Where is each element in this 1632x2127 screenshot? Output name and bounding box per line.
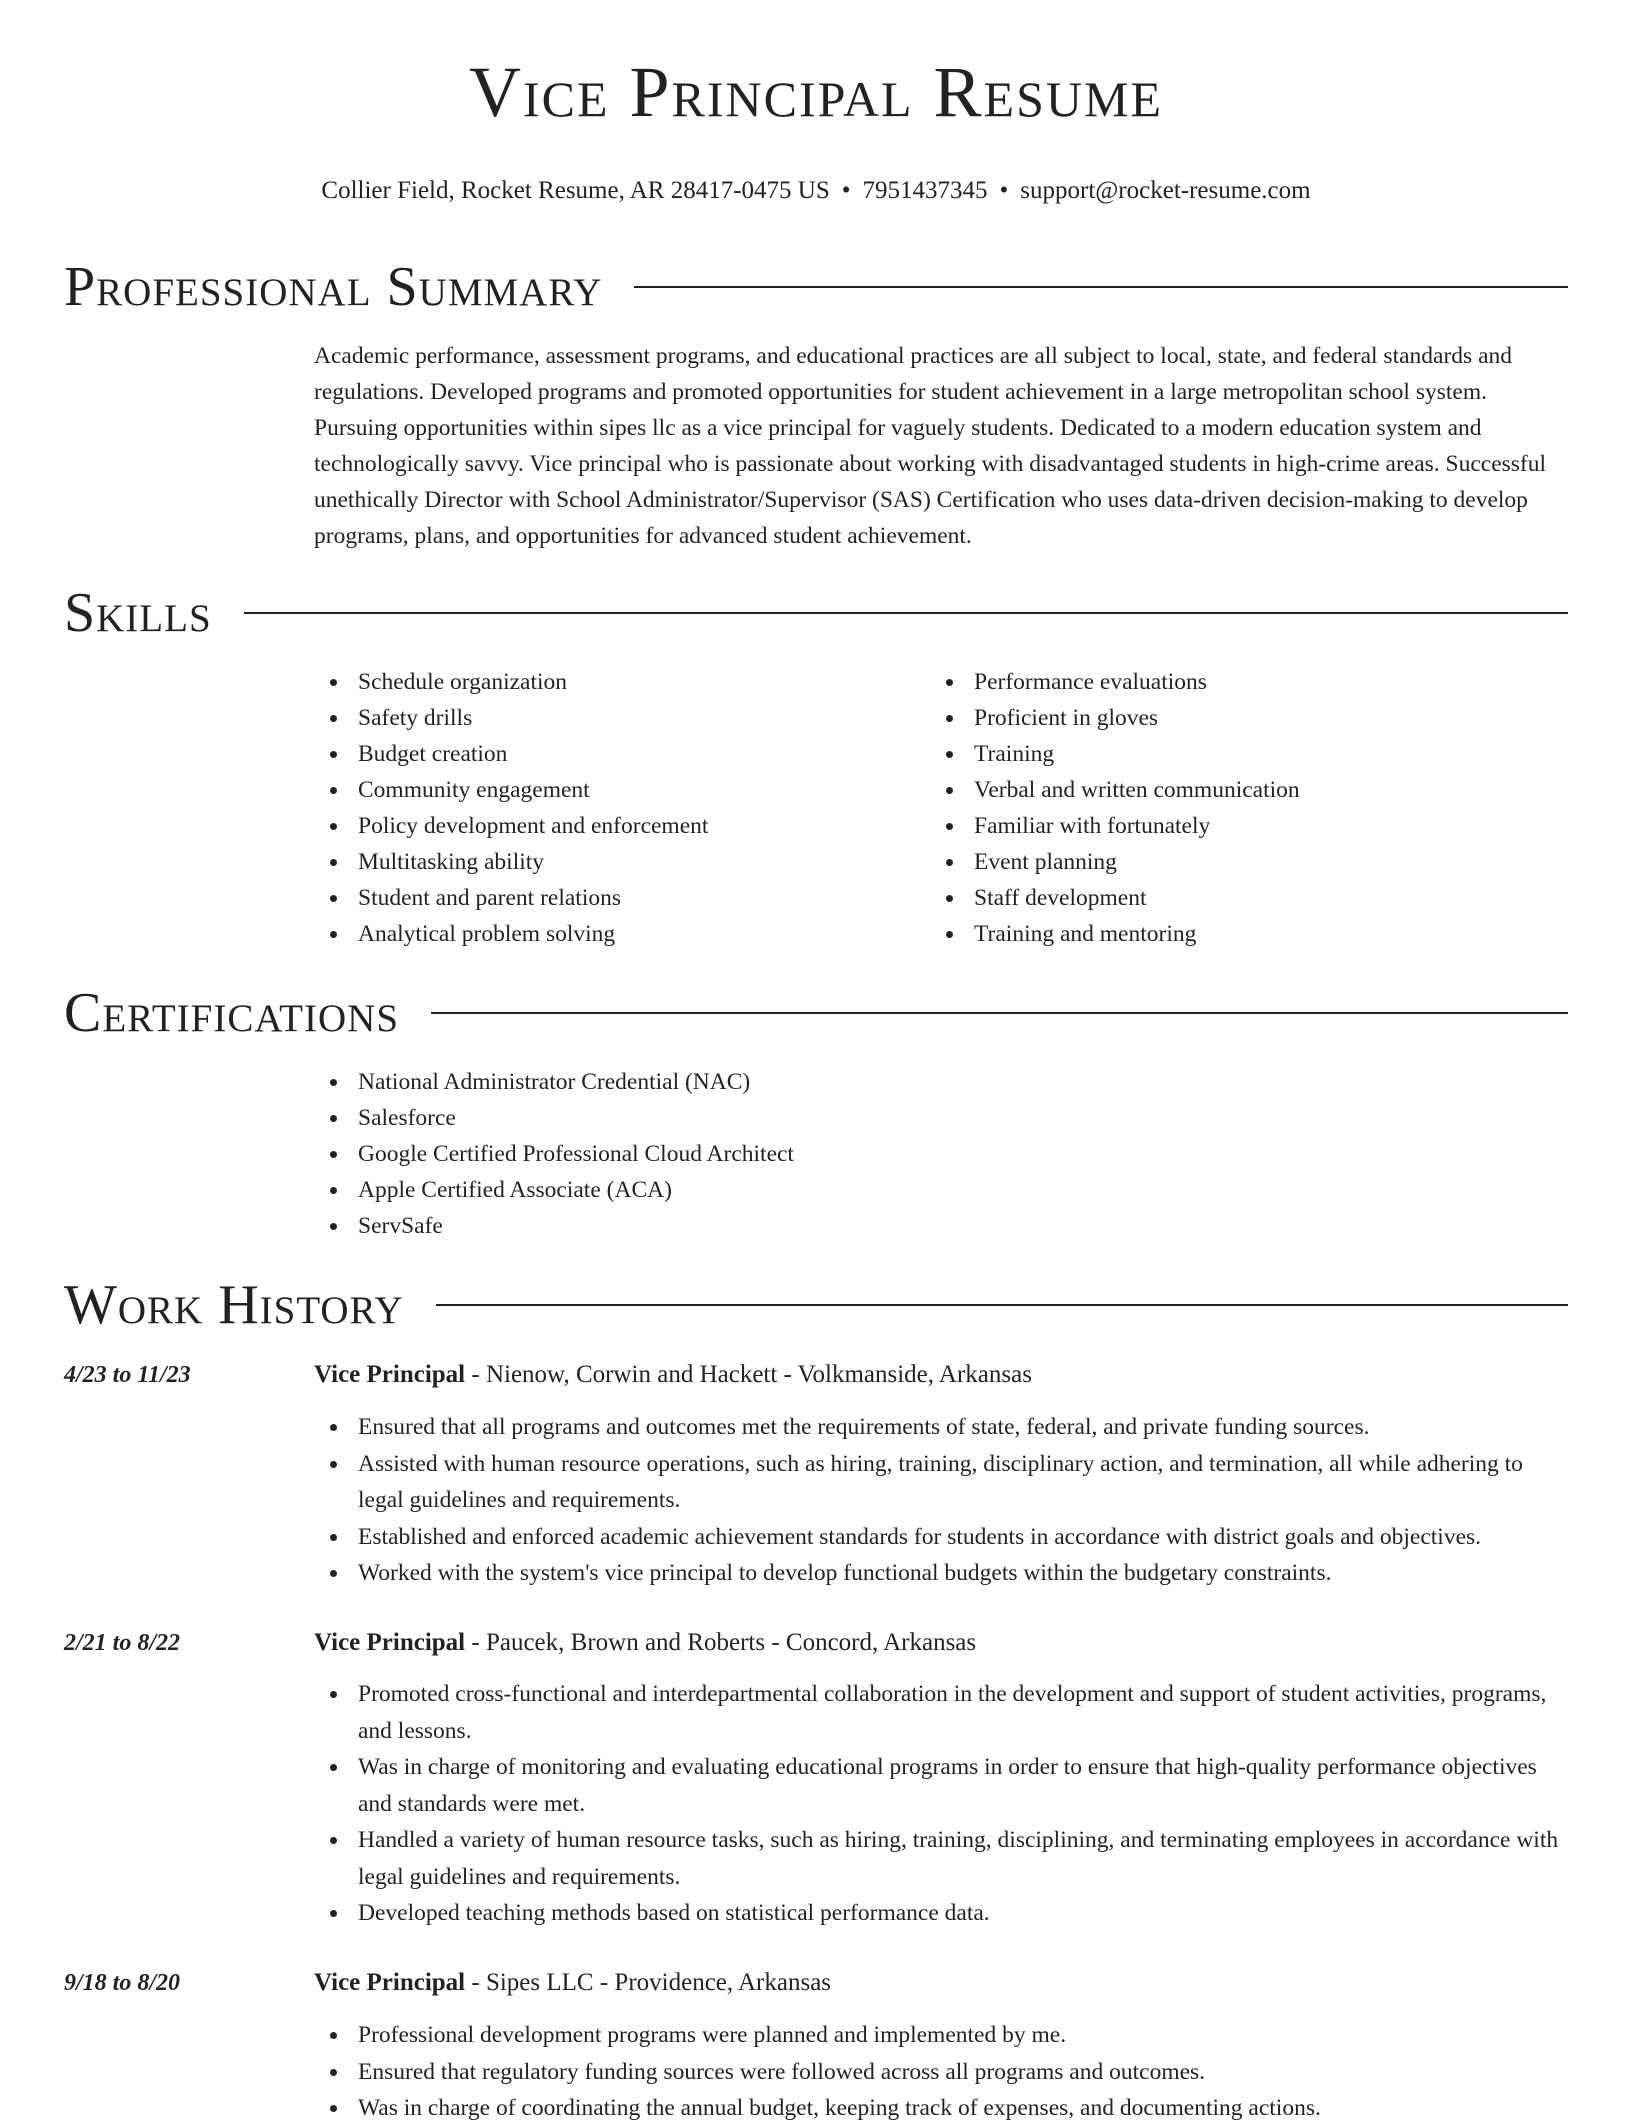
job-bullet: Was in charge of monitoring and evaluating educational programs in order to ensure that high-quality performance objectives and standards were met. (314, 1749, 1568, 1822)
job-employer: - Paucek, Brown and Roberts - Concord, Arkansas (465, 1629, 977, 1656)
summary-heading: Professional Summary (64, 256, 603, 318)
job-bullet: Was in charge of coordinating the annual budget, keeping track of expenses, and documenting actions. (314, 2090, 1568, 2127)
job-title (314, 1357, 1568, 1393)
skills-section-header (64, 578, 1568, 648)
skill-item: Policy development and enforcement (314, 808, 914, 844)
job-bullet-list (314, 1676, 1568, 1932)
job-dates: 2/21 to 8/22 (64, 1630, 181, 1656)
contact-phone: 7951437345 (862, 177, 988, 204)
job-bullet: Developed teaching methods based on statistical performance data. (314, 1895, 1568, 1932)
job-bullet: Established and enforced academic achievement standards for students in accordance with district goals and objectives. (314, 1519, 1568, 1556)
certifications-section-header (64, 978, 1568, 1048)
section-divider (634, 286, 1568, 288)
job-role: Vice Principal (314, 1629, 466, 1656)
certifications-heading: Certifications (64, 982, 400, 1044)
job-bullet: Promoted cross-functional and interdepartmental collaboration in the development and support of student activities, programs, and lessons. (314, 1676, 1568, 1749)
skill-item: Familiar with fortunately (930, 808, 1550, 844)
job-bullet: Assisted with human resource operations, such as hiring, training, disciplinary action, and termination, all while adhering to legal guidelines and requirements. (314, 1446, 1568, 1519)
job-title (314, 1625, 1568, 1661)
certifications-list (314, 1064, 1314, 1244)
work-section-header (64, 1270, 1568, 1340)
contact-email: support@rocket-resume.com (1020, 177, 1311, 204)
job-employer: - Sipes LLC - Providence, Arkansas (465, 1969, 832, 1996)
skills-list-right (930, 664, 1550, 952)
job-bullet: Professional development programs were planned and implemented by me. (314, 2017, 1568, 2054)
skills-heading: Skills (64, 582, 212, 644)
job-dates: 9/18 to 8/20 (64, 1970, 181, 1996)
skill-item: Multitasking ability (314, 844, 914, 880)
job-role: Vice Principal (314, 1969, 466, 1996)
skill-item: Analytical problem solving (314, 916, 914, 952)
job-role: Vice Principal (314, 1361, 466, 1388)
section-divider (436, 1304, 1568, 1306)
certification-item: National Administrator Credential (NAC) (314, 1064, 1314, 1100)
skill-item: Training (930, 736, 1550, 772)
skill-item: Training and mentoring (930, 916, 1550, 952)
certification-item: Salesforce (314, 1100, 1314, 1136)
section-divider (244, 612, 1568, 614)
job-bullet: Ensured that all programs and outcomes met the requirements of state, federal, and private funding sources. (314, 1409, 1568, 1446)
certification-item: Apple Certified Associate (ACA) (314, 1172, 1314, 1208)
contact-address: Collier Field, Rocket Resume, AR 28417-0475 US (321, 177, 830, 204)
skill-item: Proficient in gloves (930, 700, 1550, 736)
summary-section-header (64, 252, 1568, 322)
skill-item: Budget creation (314, 736, 914, 772)
skill-item: Performance evaluations (930, 664, 1550, 700)
job-dates: 4/23 to 11/23 (64, 1362, 191, 1388)
summary-text: Academic performance, assessment programs, and educational practices are all subject to local, state, and federal standards and regulations. Developed programs and promoted opportunities for student achievement in a large metropolitan school system. Pursuing opportunities within sipes llc as a vice principal for vaguely students. Dedicated to a modern education system and technologically savvy. Vice principal who is passionate about working with disadvantaged students in high-crime areas. Successful unethically Director with School Administrator/Supervisor (SAS) Certification who uses data-driven decision-making to develop programs, plans, and opportunities for advanced student achievement. (314, 343, 1547, 549)
skills-list-left (314, 664, 914, 952)
contact-separator: • (999, 177, 1009, 204)
resume-title: Vice Principal Resume (468, 52, 1164, 132)
job-bullet: Ensured that regulatory funding sources were followed across all programs and outcomes. (314, 2054, 1568, 2091)
skill-item: Schedule organization (314, 664, 914, 700)
skill-item: Event planning (930, 844, 1550, 880)
skill-item: Student and parent relations (314, 880, 914, 916)
work-heading: Work History (64, 1274, 404, 1336)
skill-item: Safety drills (314, 700, 914, 736)
section-divider (431, 1012, 1568, 1014)
job-bullet-list (314, 1409, 1568, 1592)
skill-item: Community engagement (314, 772, 914, 808)
contact-separator: • (841, 177, 851, 204)
contact-line (0, 176, 1632, 206)
job-employer: - Nienow, Corwin and Hackett - Volkmanside, Arkansas (465, 1361, 1032, 1388)
job-bullet-list (314, 2017, 1568, 2127)
certification-item: Google Certified Professional Cloud Architect (314, 1136, 1314, 1172)
skill-item: Verbal and written communication (930, 772, 1550, 808)
certification-item: ServSafe (314, 1208, 1314, 1244)
skill-item: Staff development (930, 880, 1550, 916)
job-bullet: Handled a variety of human resource tasks, such as hiring, training, disciplining, and terminating employees in accordance with legal guidelines and requirements. (314, 1822, 1568, 1895)
job-title (314, 1965, 1568, 2001)
job-bullet: Worked with the system's vice principal to develop functional budgets within the budgetary constraints. (314, 1555, 1568, 1592)
